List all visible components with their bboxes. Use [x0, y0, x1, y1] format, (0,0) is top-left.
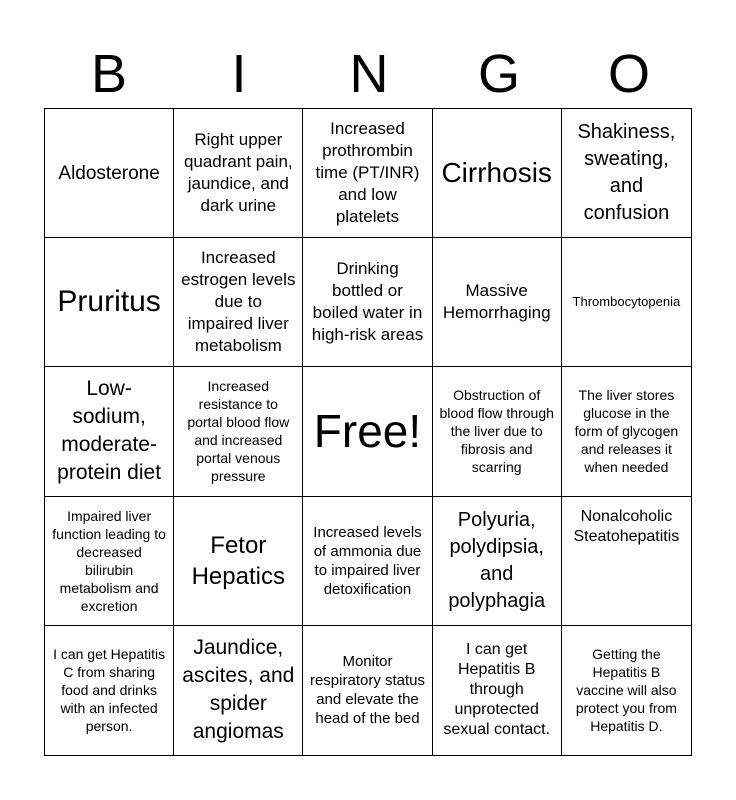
bingo-cell[interactable] [562, 109, 691, 238]
cell-text: Thrombocytopenia [572, 294, 681, 310]
header-letter-i: I [231, 44, 247, 104]
header-letter-o: O [607, 44, 650, 104]
bingo-cell[interactable] [562, 626, 691, 755]
bingo-cell[interactable] [45, 367, 174, 496]
cell-text: Getting the Hepatitis B vaccine will also protect you from Hepatitis D. [575, 646, 677, 735]
bingo-cell[interactable] [433, 367, 562, 496]
cell-text: Aldosterone [58, 162, 160, 184]
bingo-cell[interactable] [303, 238, 432, 367]
cell-text: The liver stores glucose in the form of glycogen and releases it when needed [574, 387, 679, 476]
bingo-header [44, 40, 694, 108]
bingo-cell[interactable] [303, 109, 432, 238]
cell-text: Polyuria, polydipsia, and polyphagia [448, 508, 546, 612]
bingo-cell[interactable] [433, 238, 562, 367]
bingo-cell[interactable] [433, 497, 562, 626]
bingo-cell[interactable] [433, 109, 562, 238]
bingo-cell[interactable] [174, 497, 303, 626]
cell-text: Increased estrogen levels due to impaired liver metabolism [181, 248, 296, 356]
bingo-cell[interactable] [174, 626, 303, 755]
bingo-cell[interactable] [45, 626, 174, 755]
bingo-cell[interactable] [562, 238, 691, 367]
cell-text: Fetor Hepatics [191, 531, 285, 590]
cell-text: I can get Hepatitis C from sharing food and drinks with an infected person. [53, 646, 166, 735]
cell-text: Right upper quadrant pain, jaundice, and dark urine [183, 130, 293, 216]
cell-text: Massive Hemorrhaging [442, 281, 551, 323]
header-letter-g: G [477, 44, 520, 104]
bingo-cell[interactable] [174, 238, 303, 367]
cell-text: Jaundice, ascites, and spider angiomas [182, 636, 295, 744]
bingo-cell[interactable] [433, 626, 562, 755]
bingo-cell[interactable] [562, 497, 691, 626]
bingo-cell[interactable] [303, 626, 432, 755]
header-letter-b: B [90, 44, 128, 104]
cell-text: Increased levels of ammonia due to impaired liver detoxification [313, 523, 422, 598]
free-space[interactable] [303, 367, 432, 496]
bingo-cell[interactable] [45, 497, 174, 626]
cell-text: Increased prothrombin time (PT/INR) and low platelets [315, 119, 420, 227]
cell-text: Impaired liver function leading to decreased bilirubin metabolism and excretion [52, 507, 166, 614]
free-space-text: Free! [313, 405, 422, 458]
cell-text: Shakiness, sweating, and confusion [577, 121, 676, 225]
bingo-cell[interactable] [303, 497, 432, 626]
bingo-grid [44, 108, 692, 756]
bingo-cell[interactable] [174, 109, 303, 238]
cell-text: Nonalcoholic Steatohepatitis [573, 507, 680, 545]
bingo-cell[interactable] [174, 367, 303, 496]
cell-text: I can get Hepatitis B through unprotected sexual contact. [443, 641, 551, 739]
cell-text: Drinking bottled or boiled water in high-risk areas [311, 259, 424, 345]
cell-text: Obstruction of blood flow through the liver due to fibrosis and scarring [439, 387, 554, 476]
cell-text: Monitor respiratory status and elevate the head of the bed [309, 653, 426, 728]
bingo-cell[interactable] [45, 109, 174, 238]
header-letter-n: N [349, 44, 389, 104]
cell-text: Pruritus [57, 285, 161, 319]
cell-text: Increased resistance to portal blood flow and increased portal venous pressure [187, 378, 290, 485]
cell-text: Cirrhosis [441, 157, 552, 189]
bingo-cell[interactable] [562, 367, 691, 496]
cell-text: Low-sodium, moderate-protein diet [57, 377, 162, 485]
bingo-cell[interactable] [45, 238, 174, 367]
